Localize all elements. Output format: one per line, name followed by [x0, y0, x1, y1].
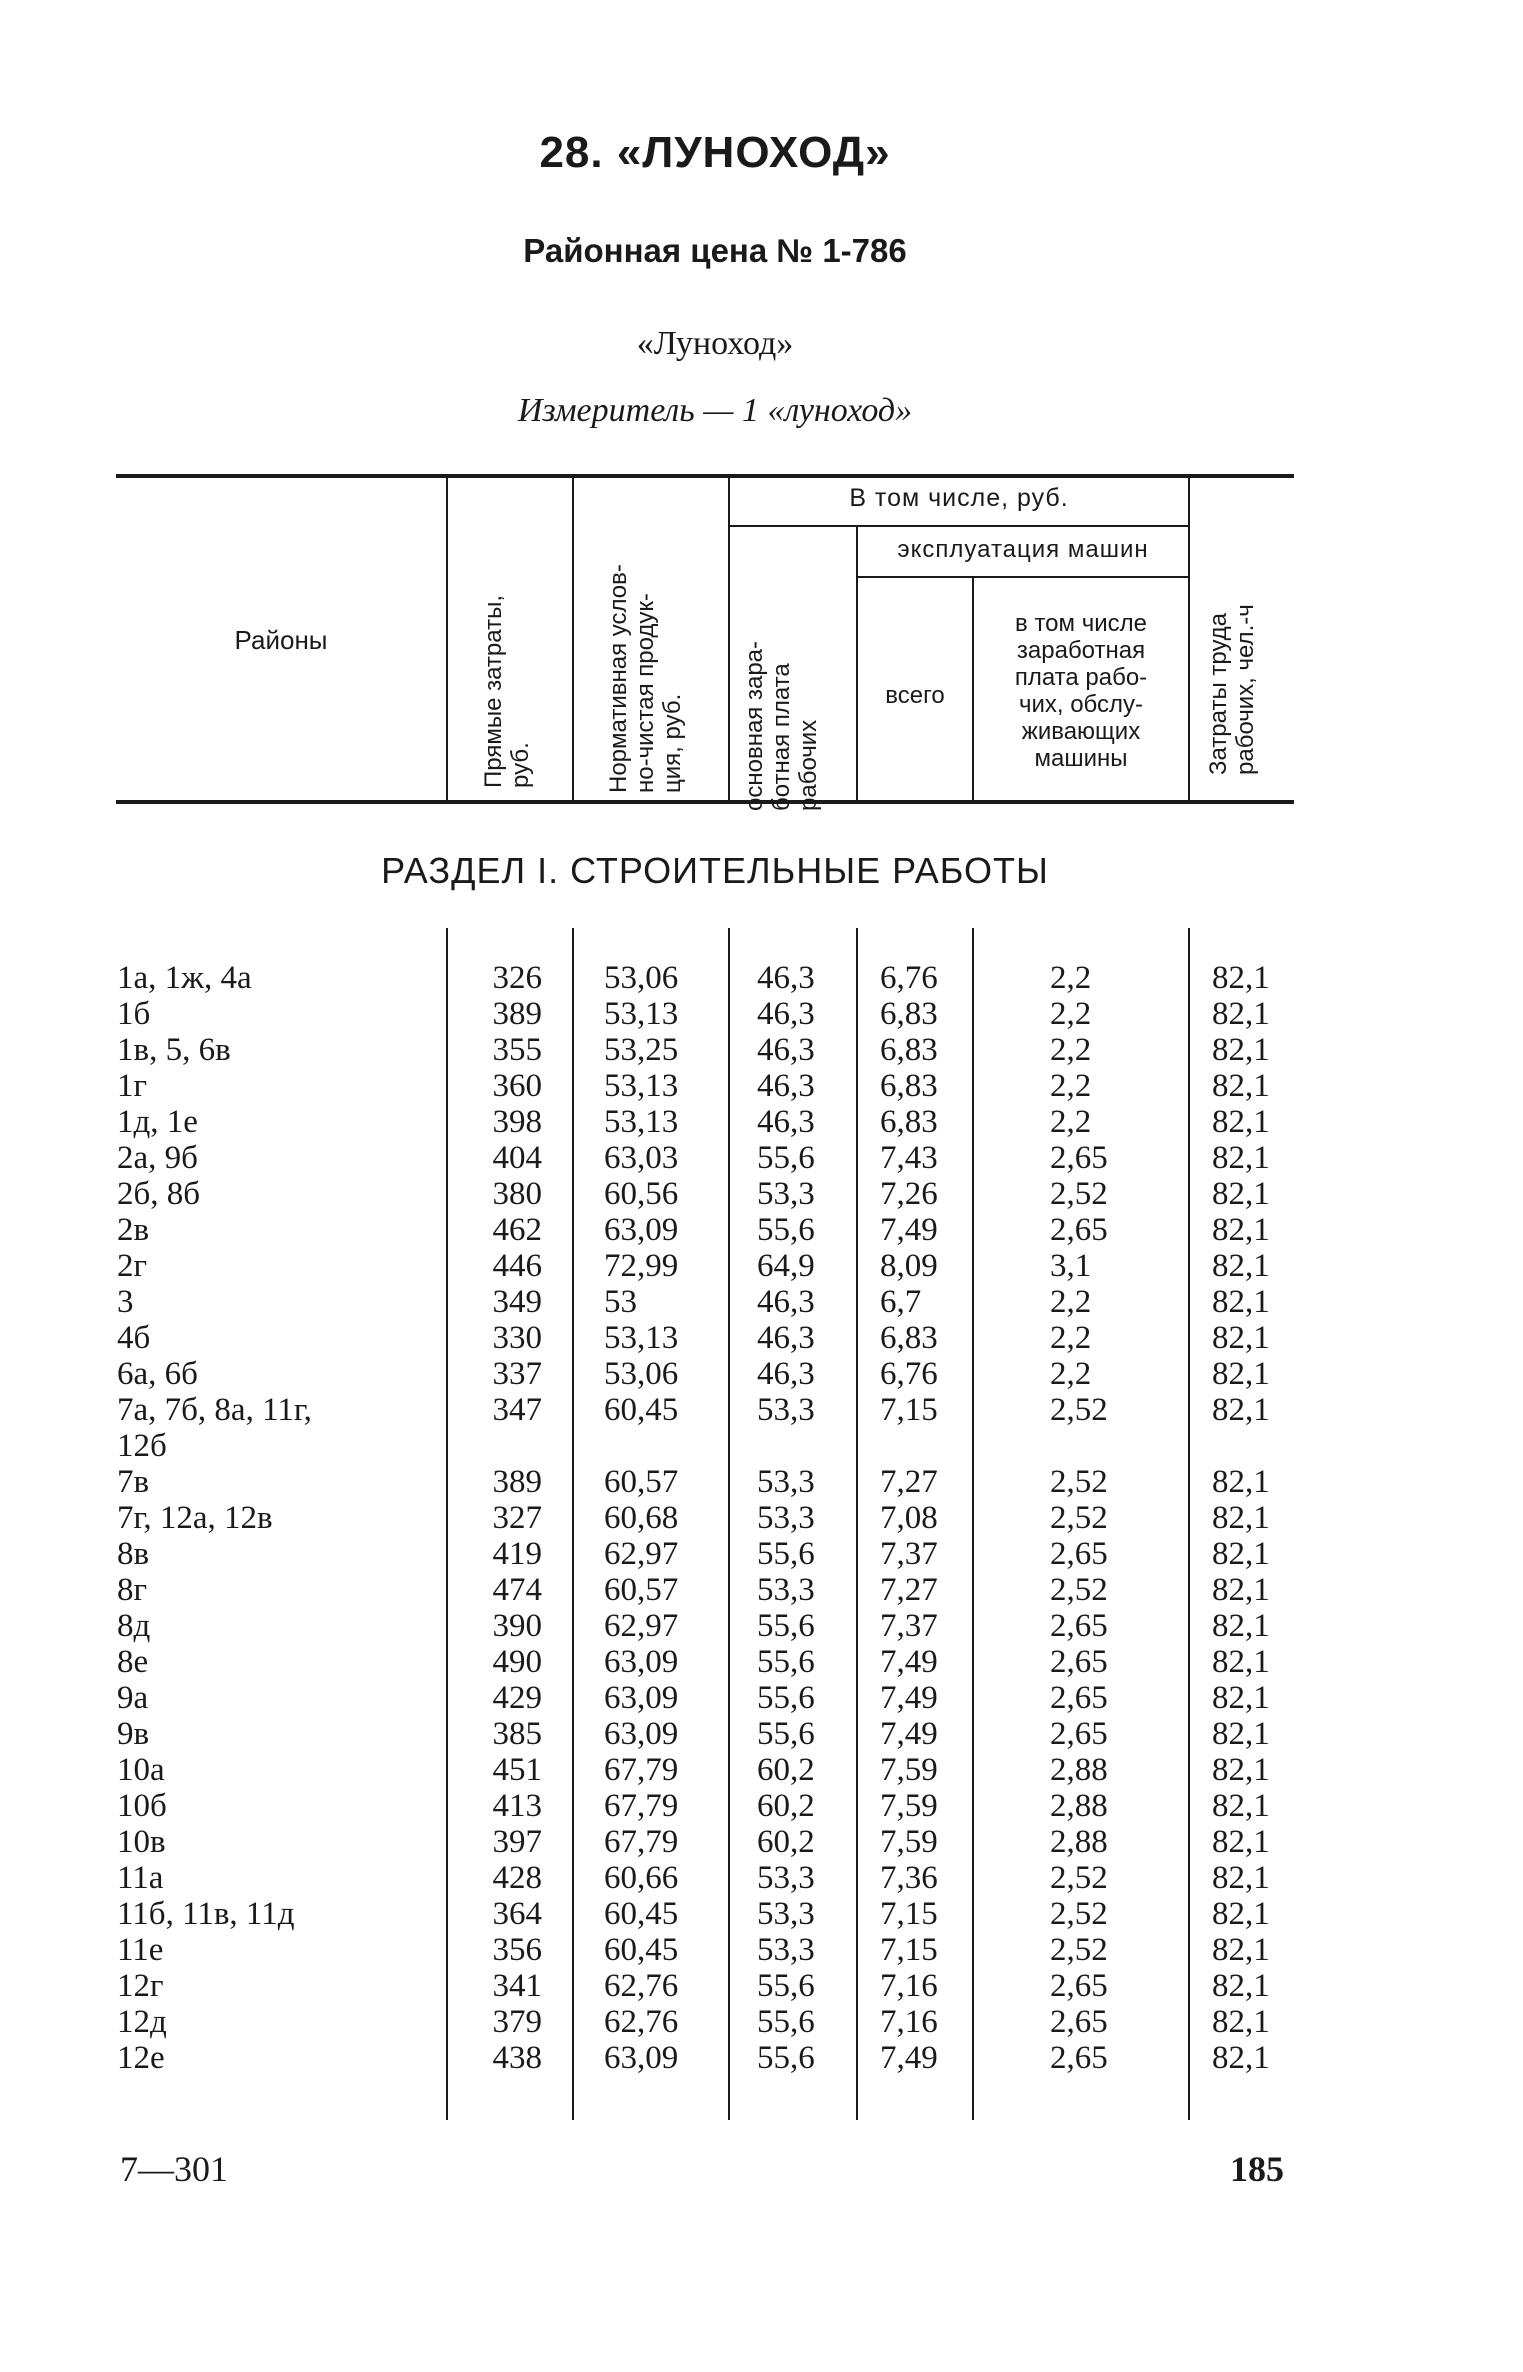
- cell-labor: 82,1: [1212, 996, 1270, 1032]
- cell-machine-wage: 2,52: [1050, 1860, 1108, 1896]
- section-heading: РАЗДЕЛ I. СТРОИТЕЛЬНЫЕ РАБОТЫ: [381, 850, 1049, 891]
- header-base-wage: основная зара- ботная плата рабочих: [741, 640, 822, 811]
- cell-direct-costs: 379: [492, 2004, 542, 2040]
- cell-labor: 82,1: [1212, 1320, 1270, 1356]
- header-including: В том числе, руб.: [849, 484, 1069, 512]
- cell-direct-costs: 389: [492, 996, 542, 1032]
- cell-machine-wage: 2,88: [1050, 1788, 1108, 1824]
- table-row: [0, 1644, 1523, 1680]
- table-row: [0, 1536, 1523, 1572]
- cell-normative: 53,13: [604, 1104, 679, 1140]
- cell-machine-wage: 2,2: [1050, 1104, 1092, 1140]
- cell-machine-total: 7,26: [880, 1176, 938, 1212]
- cell-base-wage: 60,2: [757, 1824, 815, 1860]
- cell-direct-costs: 413: [492, 1788, 542, 1824]
- cell-machine-total: 6,83: [880, 1032, 938, 1068]
- section-name: «ЛУНОХОД»: [616, 128, 891, 177]
- cell-base-wage: 46,3: [757, 1068, 815, 1104]
- cell-labor: 82,1: [1212, 1212, 1270, 1248]
- header-bottom-rule: [116, 800, 1294, 804]
- cell-region: 11а: [117, 1860, 164, 1896]
- cell-normative: 53,13: [604, 1320, 679, 1356]
- table-row: [0, 1968, 1523, 2004]
- cell-labor: 82,1: [1212, 1464, 1270, 1500]
- cell-labor: 82,1: [1212, 1572, 1270, 1608]
- cell-normative: 53,25: [604, 1032, 679, 1068]
- cell-labor: 82,1: [1212, 1248, 1270, 1284]
- cell-machine-wage: 2,65: [1050, 1608, 1108, 1644]
- table-row: [0, 1572, 1523, 1608]
- cell-machine-wage: 2,88: [1050, 1824, 1108, 1860]
- cell-direct-costs: 327: [492, 1500, 542, 1536]
- cell-machine-wage: 2,2: [1050, 1032, 1092, 1068]
- cell-direct-costs: 347: [492, 1392, 542, 1428]
- meter-label: Измеритель — 1 «луноход»: [517, 392, 913, 429]
- cell-machine-wage: 2,52: [1050, 1896, 1108, 1932]
- header-divider: [972, 578, 974, 800]
- cell-machine-wage: 2,65: [1050, 1680, 1108, 1716]
- table-row: [0, 1500, 1523, 1536]
- cell-base-wage: 53,3: [757, 1464, 815, 1500]
- price-label: Районная цена № 1-786: [523, 232, 907, 269]
- cell-region: 1г: [117, 1068, 148, 1104]
- cell-labor: 82,1: [1212, 1716, 1270, 1752]
- header-direct-costs: Прямые затраты, руб.: [480, 595, 534, 788]
- cell-labor: 82,1: [1212, 1356, 1270, 1392]
- cell-direct-costs: 474: [492, 1572, 542, 1608]
- cell-machine-total: 6,76: [880, 1356, 938, 1392]
- cell-labor: 82,1: [1212, 2040, 1270, 2076]
- cell-labor: 82,1: [1212, 1860, 1270, 1896]
- table-row: [0, 1392, 1523, 1428]
- cell-base-wage: 55,6: [757, 1680, 815, 1716]
- cell-machine-total: 6,83: [880, 1068, 938, 1104]
- cell-labor: 82,1: [1212, 1140, 1270, 1176]
- cell-direct-costs: 337: [492, 1356, 542, 1392]
- cell-labor: 82,1: [1212, 1788, 1270, 1824]
- cell-machine-total: 6,83: [880, 1320, 938, 1356]
- cell-normative: 67,79: [604, 1788, 679, 1824]
- table-row: [0, 1068, 1523, 1104]
- table-row: [0, 1680, 1523, 1716]
- cell-direct-costs: 326: [492, 960, 542, 996]
- cell-direct-costs: 397: [492, 1824, 542, 1860]
- table-row: [0, 1140, 1523, 1176]
- cell-region: 10б: [117, 1788, 167, 1824]
- cell-machine-total: 7,49: [880, 2040, 938, 2076]
- table-row: [0, 2040, 1523, 2076]
- cell-base-wage: 53,3: [757, 1932, 815, 1968]
- cell-machine-wage: 3,1: [1050, 1248, 1092, 1284]
- cell-direct-costs: 360: [492, 1068, 542, 1104]
- cell-direct-costs: 419: [492, 1536, 542, 1572]
- cell-normative: 62,76: [604, 1968, 679, 2004]
- cell-machine-total: 7,36: [880, 1860, 938, 1896]
- cell-machine-wage: 2,65: [1050, 2004, 1108, 2040]
- cell-region: 8е: [117, 1644, 149, 1680]
- cell-base-wage: 64,9: [757, 1248, 815, 1284]
- cell-base-wage: 53,3: [757, 1896, 815, 1932]
- cell-labor: 82,1: [1212, 1176, 1270, 1212]
- header-rule: [730, 525, 1188, 527]
- cell-labor: 82,1: [1212, 1932, 1270, 1968]
- cell-normative: 62,97: [604, 1608, 679, 1644]
- cell-base-wage: 55,6: [757, 1716, 815, 1752]
- cell-normative: 60,45: [604, 1932, 679, 1968]
- cell-machine-wage: 2,2: [1050, 960, 1092, 996]
- cell-region: 9а: [117, 1680, 149, 1716]
- cell-region: 9в: [117, 1716, 150, 1752]
- table-row: [0, 1212, 1523, 1248]
- cell-normative: 67,79: [604, 1824, 679, 1860]
- cell-base-wage: 46,3: [757, 996, 815, 1032]
- cell-labor: 82,1: [1212, 960, 1270, 996]
- table-row: [0, 1356, 1523, 1392]
- cell-base-wage: 55,6: [757, 1968, 815, 2004]
- cell-normative: 53: [604, 1284, 637, 1320]
- cell-labor: 82,1: [1212, 1824, 1270, 1860]
- cell-direct-costs: 438: [492, 2040, 542, 2076]
- header-labor: Затраты труда рабочих, чел.-ч: [1205, 604, 1259, 775]
- cell-normative: 63,09: [604, 1644, 679, 1680]
- cell-normative: 72,99: [604, 1248, 679, 1284]
- table-row: [0, 1320, 1523, 1356]
- header-regions: Районы: [234, 625, 328, 655]
- cell-labor: 82,1: [1212, 1644, 1270, 1680]
- cell-region: 12д: [117, 2004, 167, 2040]
- table-row: [0, 1284, 1523, 1320]
- header-top-rule: [116, 474, 1294, 478]
- cell-labor: 82,1: [1212, 1392, 1270, 1428]
- cell-labor: 82,1: [1212, 1032, 1270, 1068]
- header-machine-wage: в том числе заработная плата рабо- чих, обслу- живающих машины: [1014, 610, 1148, 772]
- cell-region: 8г: [117, 1572, 148, 1608]
- cell-base-wage: 55,6: [757, 1644, 815, 1680]
- cell-machine-wage: 2,65: [1050, 2040, 1108, 2076]
- cell-machine-wage: 2,2: [1050, 1320, 1092, 1356]
- table-row: [0, 1032, 1523, 1068]
- cell-normative: 53,06: [604, 960, 679, 996]
- cell-labor: 82,1: [1212, 1752, 1270, 1788]
- table-row: [0, 960, 1523, 996]
- cell-machine-wage: 2,52: [1050, 1572, 1108, 1608]
- cell-base-wage: 46,3: [757, 1104, 815, 1140]
- cell-machine-total: 7,49: [880, 1680, 938, 1716]
- page-number: 185: [1230, 2149, 1284, 2189]
- cell-machine-total: 7,08: [880, 1500, 938, 1536]
- cell-region: 10а: [117, 1752, 165, 1788]
- header-rule: [858, 576, 1188, 578]
- cell-region: 1б: [117, 996, 151, 1032]
- header-divider: [1188, 478, 1190, 800]
- cell-machine-wage: 2,65: [1050, 1716, 1108, 1752]
- cell-base-wage: 46,3: [757, 1284, 815, 1320]
- cell-labor: 82,1: [1212, 1608, 1270, 1644]
- table-row: [0, 1824, 1523, 1860]
- cell-machine-total: 7,16: [880, 1968, 938, 2004]
- cell-region: 2б, 8б: [117, 1176, 201, 1212]
- cell-normative: 60,45: [604, 1896, 679, 1932]
- cell-normative: 67,79: [604, 1752, 679, 1788]
- cell-normative: 60,57: [604, 1572, 679, 1608]
- cell-region: 11е: [117, 1932, 164, 1968]
- cell-machine-wage: 2,2: [1050, 1068, 1092, 1104]
- cell-labor: 82,1: [1212, 2004, 1270, 2040]
- cell-machine-wage: 2,52: [1050, 1176, 1108, 1212]
- cell-region: 12е: [117, 2040, 165, 2076]
- header-divider: [856, 527, 858, 800]
- cell-base-wage: 53,3: [757, 1500, 815, 1536]
- cell-direct-costs: 451: [492, 1752, 542, 1788]
- cell-machine-total: 7,49: [880, 1212, 938, 1248]
- cell-base-wage: 55,6: [757, 2004, 815, 2040]
- cell-machine-wage: 2,88: [1050, 1752, 1108, 1788]
- cell-direct-costs: 462: [492, 1212, 542, 1248]
- cell-machine-total: 7,27: [880, 1572, 938, 1608]
- table-row: [0, 1104, 1523, 1140]
- cell-machine-total: 7,16: [880, 2004, 938, 2040]
- cell-direct-costs: 446: [492, 1248, 542, 1284]
- cell-direct-costs: 364: [492, 1896, 542, 1932]
- cell-machine-total: 7,15: [880, 1896, 938, 1932]
- cell-machine-total: 7,27: [880, 1464, 938, 1500]
- cell-normative: 60,57: [604, 1464, 679, 1500]
- cell-direct-costs: 341: [492, 1968, 542, 2004]
- cell-labor: 82,1: [1212, 1680, 1270, 1716]
- table-row: [0, 1860, 1523, 1896]
- cell-region: 1д, 1е: [117, 1104, 198, 1140]
- cell-region: 2а, 9б: [117, 1140, 198, 1176]
- cell-labor: 82,1: [1212, 1284, 1270, 1320]
- cell-base-wage: 55,6: [757, 1608, 815, 1644]
- cell-normative: 62,97: [604, 1536, 679, 1572]
- cell-direct-costs: 429: [492, 1680, 542, 1716]
- cell-base-wage: 53,3: [757, 1860, 815, 1896]
- cell-region: 2г: [117, 1248, 148, 1284]
- cell-direct-costs: 349: [492, 1284, 542, 1320]
- cell-region: 3: [117, 1284, 134, 1320]
- cell-base-wage: 55,6: [757, 1212, 815, 1248]
- cell-direct-costs: 390: [492, 1608, 542, 1644]
- cell-normative: 63,09: [604, 1680, 679, 1716]
- cell-base-wage: 53,3: [757, 1392, 815, 1428]
- cell-normative: 63,09: [604, 2040, 679, 2076]
- header-total: всего: [885, 682, 945, 709]
- header-normative: Нормативная услов- но-чистая продук- ция, руб.: [605, 564, 686, 793]
- cell-region: 7а, 7б, 8а, 11г,: [117, 1392, 312, 1428]
- cell-base-wage: 46,3: [757, 1032, 815, 1068]
- cell-region: 4б: [117, 1320, 151, 1356]
- header-divider: [572, 478, 574, 800]
- cell-machine-wage: 2,52: [1050, 1932, 1108, 1968]
- cell-normative: 63,09: [604, 1716, 679, 1752]
- section-number: 28.: [539, 128, 604, 177]
- cell-normative: 63,03: [604, 1140, 679, 1176]
- header-machine-operation: эксплуатация машин: [897, 536, 1149, 563]
- cell-region: 6а, 6б: [117, 1356, 198, 1392]
- cell-normative: 62,76: [604, 2004, 679, 2040]
- cell-base-wage: 55,6: [757, 1140, 815, 1176]
- table-row: [0, 1896, 1523, 1932]
- cell-region: 12г: [117, 1968, 164, 2004]
- table-row: [0, 1464, 1523, 1500]
- cell-machine-wage: 2,65: [1050, 1140, 1108, 1176]
- cell-machine-total: 8,09: [880, 1248, 938, 1284]
- cell-base-wage: 46,3: [757, 960, 815, 996]
- cell-direct-costs: 398: [492, 1104, 542, 1140]
- section-title-heading: [80, 128, 1350, 178]
- table-row: [0, 996, 1523, 1032]
- cell-normative: 60,45: [604, 1392, 679, 1428]
- cell-machine-wage: 2,2: [1050, 1284, 1092, 1320]
- cell-normative: 60,66: [604, 1860, 679, 1896]
- cell-region: 8д: [117, 1608, 151, 1644]
- cell-machine-total: 7,59: [880, 1788, 938, 1824]
- cell-direct-costs: 380: [492, 1176, 542, 1212]
- table-row: [0, 2004, 1523, 2040]
- cell-machine-wage: 2,65: [1050, 1536, 1108, 1572]
- cell-labor: 82,1: [1212, 1104, 1270, 1140]
- cell-direct-costs: 385: [492, 1716, 542, 1752]
- cell-region: 1а, 1ж, 4а: [117, 960, 252, 996]
- cell-direct-costs: 330: [492, 1320, 542, 1356]
- cell-region: 2в: [117, 1212, 150, 1248]
- table-row: [0, 1248, 1523, 1284]
- cell-machine-total: 7,37: [880, 1608, 938, 1644]
- table-row: [0, 1752, 1523, 1788]
- cell-machine-wage: 2,52: [1050, 1500, 1108, 1536]
- table-row: [0, 1608, 1523, 1644]
- cell-normative: 53,06: [604, 1356, 679, 1392]
- cell-base-wage: 46,3: [757, 1320, 815, 1356]
- cell-labor: 82,1: [1212, 1500, 1270, 1536]
- cell-machine-total: 7,59: [880, 1824, 938, 1860]
- cell-machine-wage: 2,65: [1050, 1212, 1108, 1248]
- cell-labor: 82,1: [1212, 1968, 1270, 2004]
- cell-machine-wage: 2,65: [1050, 1644, 1108, 1680]
- cell-machine-total: 7,15: [880, 1932, 938, 1968]
- cell-direct-costs: 490: [492, 1644, 542, 1680]
- cell-normative: 60,56: [604, 1176, 679, 1212]
- cell-base-wage: 55,6: [757, 2040, 815, 2076]
- cell-machine-total: 6,7: [880, 1284, 922, 1320]
- cell-normative: 63,09: [604, 1212, 679, 1248]
- cell-labor: 82,1: [1212, 1896, 1270, 1932]
- cell-region: 8в: [117, 1536, 150, 1572]
- cell-machine-total: 7,59: [880, 1752, 938, 1788]
- cell-machine-wage: 2,65: [1050, 1968, 1108, 2004]
- cell-machine-total: 7,15: [880, 1392, 938, 1428]
- cell-machine-wage: 2,2: [1050, 996, 1092, 1032]
- cell-region: 1в, 5, 6в: [117, 1032, 231, 1068]
- cell-region: 7г, 12а, 12в: [117, 1500, 273, 1536]
- cell-direct-costs: 356: [492, 1932, 542, 1968]
- header-divider: [446, 478, 448, 800]
- cell-labor: 82,1: [1212, 1536, 1270, 1572]
- cell-region: 11б, 11в, 11д: [117, 1896, 295, 1932]
- cell-machine-total: 7,49: [880, 1716, 938, 1752]
- cell-direct-costs: 355: [492, 1032, 542, 1068]
- cell-region: 7в: [117, 1464, 150, 1500]
- cell-normative: 60,68: [604, 1500, 679, 1536]
- subtitle: «Луноход»: [636, 325, 794, 362]
- cell-base-wage: 46,3: [757, 1356, 815, 1392]
- cell-direct-costs: 389: [492, 1464, 542, 1500]
- table-row: [0, 1716, 1523, 1752]
- cell-direct-costs: 404: [492, 1140, 542, 1176]
- cell-machine-wage: 2,2: [1050, 1356, 1092, 1392]
- cell-machine-total: 6,83: [880, 996, 938, 1032]
- cell-machine-total: 7,37: [880, 1536, 938, 1572]
- cell-labor: 82,1: [1212, 1068, 1270, 1104]
- footer-left: 7—301: [120, 2149, 228, 2189]
- cell-region: 12б: [117, 1428, 167, 1464]
- cell-base-wage: 53,3: [757, 1572, 815, 1608]
- cell-machine-total: 7,43: [880, 1140, 938, 1176]
- cell-machine-wage: 2,52: [1050, 1392, 1108, 1428]
- cell-normative: 53,13: [604, 996, 679, 1032]
- table-row: [0, 1428, 1523, 1464]
- cell-region: 10в: [117, 1824, 166, 1860]
- cell-base-wage: 60,2: [757, 1752, 815, 1788]
- table-row: [0, 1176, 1523, 1212]
- cell-direct-costs: 428: [492, 1860, 542, 1896]
- table-row: [0, 1788, 1523, 1824]
- cell-machine-total: 6,76: [880, 960, 938, 996]
- cell-normative: 53,13: [604, 1068, 679, 1104]
- cell-base-wage: 53,3: [757, 1176, 815, 1212]
- cell-machine-wage: 2,52: [1050, 1464, 1108, 1500]
- table-row: [0, 1932, 1523, 1968]
- cell-machine-total: 7,49: [880, 1644, 938, 1680]
- cell-base-wage: 60,2: [757, 1788, 815, 1824]
- cell-machine-total: 6,83: [880, 1104, 938, 1140]
- cell-base-wage: 55,6: [757, 1536, 815, 1572]
